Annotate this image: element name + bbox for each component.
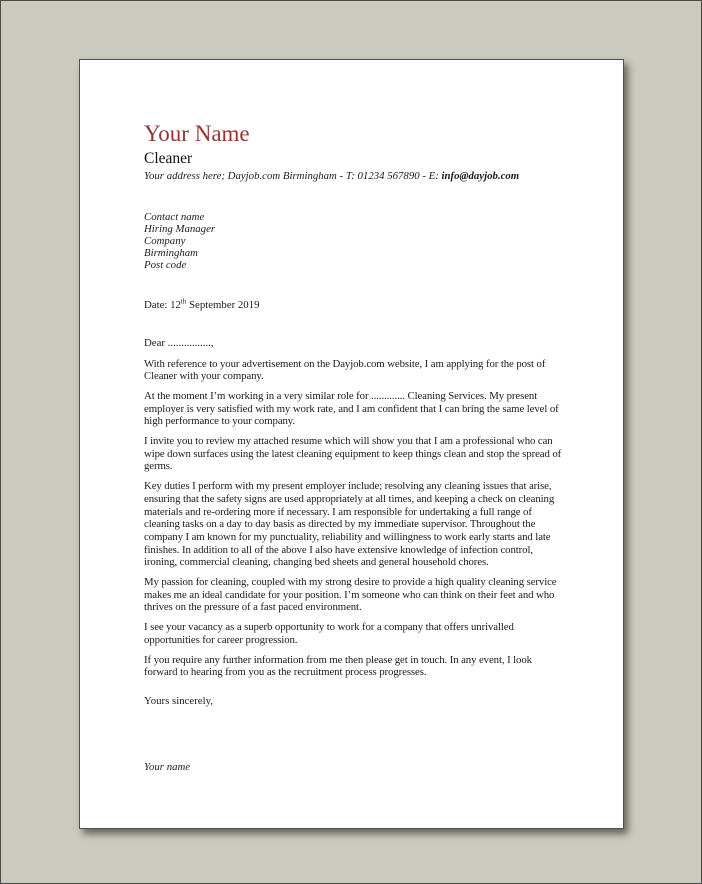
letter-body — [144, 358, 568, 679]
date-rest: September 2019 — [186, 298, 260, 311]
paragraph-current-role: At the moment I’m working in a very similar role for ............. Cleaning Services. My present employer is very satisfied with my work rate, and I am confident that I can bring the same level of high performance to your company. — [144, 389, 559, 428]
contact-details-text: Your address here; Dayjob.com Birmingham - T: 01234 567890 - E: — [144, 170, 442, 182]
recipient-company: Company — [144, 234, 186, 247]
paragraph-key-duties: Key duties I perform with my present employer include; resolving any cleaning issues that arise, ensuring that the safety signs are used appropriately at all times, and keeping a check on cleaning materials and re-ordering more if necessary. I am responsible for undertaking a full range of cleaning tasks on a day to day basis as directed by my immediate supervisor. Throughout the company I am known for my punctuality, reliability and willingness to work early starts and late finishes. In addition to all of the above I also have extensive knowledge of infection control, ironing, commercial cleaning, changing bed sheets and general household chores. — [144, 480, 555, 569]
recipient-contact-name: Contact name — [144, 211, 205, 223]
recipient-role: Hiring Manager — [144, 222, 216, 235]
paragraph-passion: My passion for cleaning, coupled with my strong desire to provide a high quality cleaning service makes me an ideal candidate for your position. I’m someone who can think on their feet and who thrives on the pressure of a fast paced environment. — [144, 576, 557, 614]
paragraph-further-info: If you require any further information from me then please get in touch. In any event, I look forward to hearing from you as the recruitment process progresses. — [144, 653, 532, 679]
salutation: Dear ................, — [144, 336, 214, 349]
date-line — [144, 296, 566, 312]
paragraph-vacancy: I see your vacancy as a superb opportunity to work for a company that offers unrivalled opportunities for career progression. — [144, 621, 514, 646]
recipient-address-block — [144, 212, 566, 272]
date-ordinal: th — [180, 296, 187, 305]
cover-letter-page — [79, 59, 624, 829]
valediction: Yours sincerely, — [144, 695, 213, 707]
applicant-name: Your Name — [144, 121, 250, 146]
paragraph-resume-invite: I invite you to review my attached resume which will show you that I am a professional who can wipe down surfaces using the latest cleaning equipment to keep things clean and stop the spread of germs. — [144, 435, 562, 473]
cover-letter-content — [80, 60, 623, 774]
signature-placeholder: Your name — [144, 761, 191, 773]
recipient-postcode: Post code — [144, 258, 187, 271]
paragraph-introduction: With reference to your advertisement on the Dayjob.com website, I am applying for the post of Cleaner with your company. — [144, 357, 546, 383]
job-title: Cleaner — [144, 150, 193, 167]
date-text: Date: 12 — [144, 298, 181, 311]
recipient-city: Birmingham — [144, 246, 198, 259]
contact-details-line — [144, 170, 566, 183]
contact-email: info@dayjob.com — [441, 170, 520, 182]
